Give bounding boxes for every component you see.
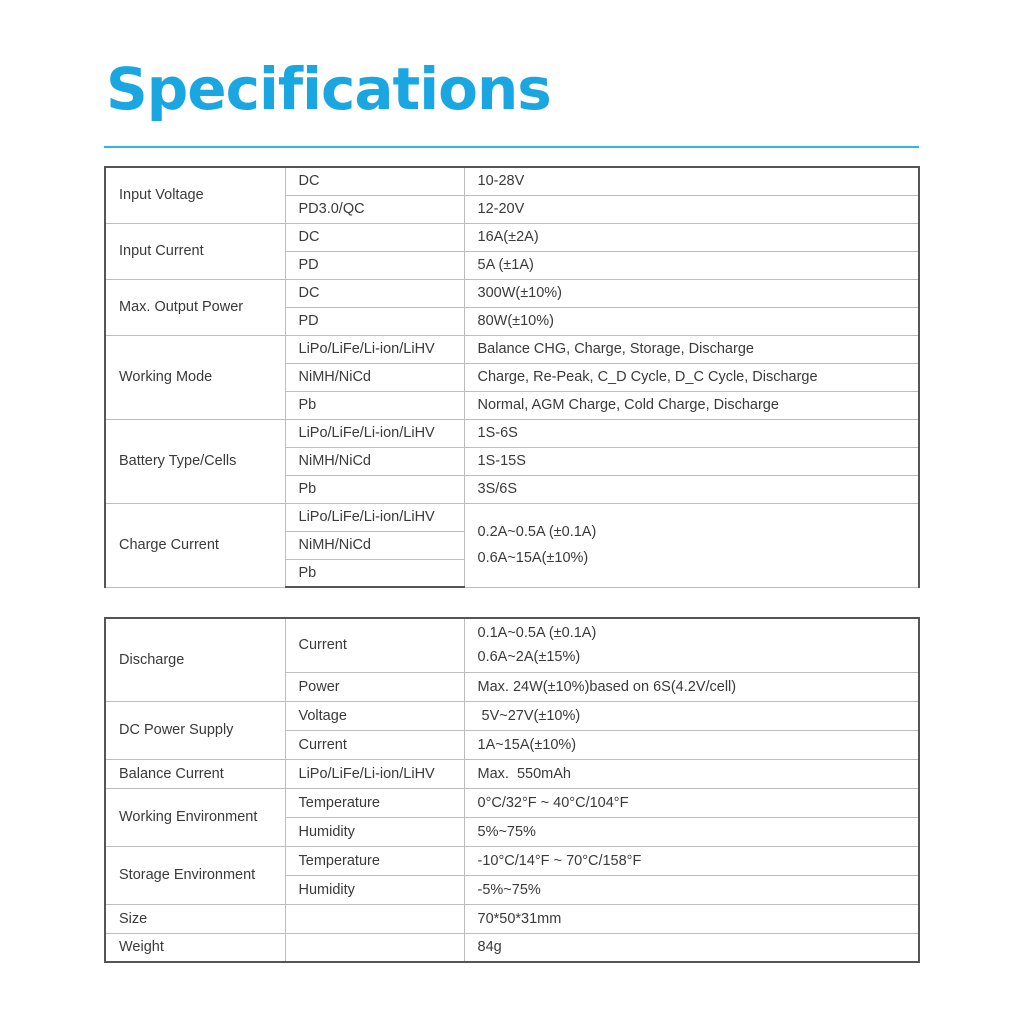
spec-value-line: 0.1A~0.5A (±0.1A) (477, 625, 597, 642)
table-row (105, 618, 919, 672)
spec-type: Humidity (285, 817, 464, 846)
spec-value-line: 0.6A~15A(±10%) (477, 550, 589, 566)
spec-value: 10-28V (464, 167, 919, 195)
spec-type: LiPo/LiFe/Li-ion/LiHV (285, 759, 464, 788)
spec-value: 16A(±2A) (464, 223, 919, 251)
spec-type: Pb (285, 391, 464, 419)
spec-value: -5%~75% (464, 875, 919, 904)
spec-value-charge-current (464, 503, 919, 587)
spec-value: 80W(±10%) (464, 307, 919, 335)
spec-label-storage-environment: Storage Environment (105, 846, 285, 904)
spec-value: 1S-15S (464, 447, 919, 475)
spec-value: 1A~15A(±10%) (464, 730, 919, 759)
spec-value: -10°C/14°F ~ 70°C/158°F (464, 846, 919, 875)
spec-value-line: 0.6A~2A(±15%) (477, 649, 581, 666)
spec-value: 3S/6S (464, 475, 919, 503)
spec-value: Normal, AGM Charge, Cold Charge, Discharge (464, 391, 919, 419)
spec-type: Pb (285, 559, 464, 587)
spec-table-power (104, 166, 920, 588)
spec-type: DC (285, 223, 464, 251)
spec-type: Voltage (285, 701, 464, 730)
spec-value: 0°C/32°F ~ 40°C/104°F (464, 788, 919, 817)
spec-label-working-mode: Working Mode (105, 335, 285, 419)
spec-label-input-voltage: Input Voltage (105, 167, 285, 223)
table-row (105, 223, 919, 251)
spec-type: Current (285, 730, 464, 759)
spec-label-working-environment: Working Environment (105, 788, 285, 846)
spec-value: Max. 24W(±10%)based on 6S(4.2V/cell) (464, 672, 919, 701)
table-row (105, 933, 919, 962)
table-row (105, 167, 919, 195)
spec-value: 5%~75% (464, 817, 919, 846)
spec-label-discharge: Discharge (105, 618, 285, 701)
spec-type: Pb (285, 475, 464, 503)
spec-value: 1S-6S (464, 419, 919, 447)
spec-type: DC (285, 167, 464, 195)
spec-type (285, 933, 464, 962)
spec-type: Humidity (285, 875, 464, 904)
table-row (105, 335, 919, 363)
table-row (105, 503, 919, 531)
spec-type: PD3.0/QC (285, 195, 464, 223)
spec-value: 84g (464, 933, 919, 962)
page-title: Specifications (106, 55, 551, 123)
spec-type (285, 904, 464, 933)
spec-type: NiMH/NiCd (285, 447, 464, 475)
spec-value: 5A (±1A) (464, 251, 919, 279)
spec-value-line: 0.2A~0.5A (±0.1A) (477, 524, 597, 540)
spec-label-balance-current: Balance Current (105, 759, 285, 788)
spec-type: DC (285, 279, 464, 307)
table-row (105, 788, 919, 817)
spec-type: Temperature (285, 846, 464, 875)
spec-label-charge-current: Charge Current (105, 503, 285, 587)
spec-value: 12-20V (464, 195, 919, 223)
spec-type: Power (285, 672, 464, 701)
spec-label-battery-type: Battery Type/Cells (105, 419, 285, 503)
spec-label-max-output-power: Max. Output Power (105, 279, 285, 335)
table-row (105, 419, 919, 447)
table-row (105, 759, 919, 788)
spec-value: Balance CHG, Charge, Storage, Discharge (464, 335, 919, 363)
spec-type: NiMH/NiCd (285, 363, 464, 391)
spec-type: LiPo/LiFe/Li-ion/LiHV (285, 503, 464, 531)
spec-type: Temperature (285, 788, 464, 817)
spec-label-input-current: Input Current (105, 223, 285, 279)
table-row (105, 904, 919, 933)
spec-value: 300W(±10%) (464, 279, 919, 307)
spec-value: 70*50*31mm (464, 904, 919, 933)
spec-value: Charge, Re-Peak, C_D Cycle, D_C Cycle, Discharge (464, 363, 919, 391)
spec-type: Current (285, 618, 464, 672)
spec-table-general (104, 617, 920, 963)
spec-type: PD (285, 251, 464, 279)
spec-label-weight: Weight (105, 933, 285, 962)
spec-type: PD (285, 307, 464, 335)
spec-type: NiMH/NiCd (285, 531, 464, 559)
spec-label-dc-power-supply: DC Power Supply (105, 701, 285, 759)
spec-value: 5V~27V(±10%) (464, 701, 919, 730)
spec-type: LiPo/LiFe/Li-ion/LiHV (285, 335, 464, 363)
spec-type: LiPo/LiFe/Li-ion/LiHV (285, 419, 464, 447)
table-row (105, 846, 919, 875)
table-row (105, 701, 919, 730)
spec-value-discharge-current (464, 618, 919, 672)
title-divider (104, 146, 919, 148)
spec-label-size: Size (105, 904, 285, 933)
table-row (105, 279, 919, 307)
spec-value: Max. 550mAh (464, 759, 919, 788)
